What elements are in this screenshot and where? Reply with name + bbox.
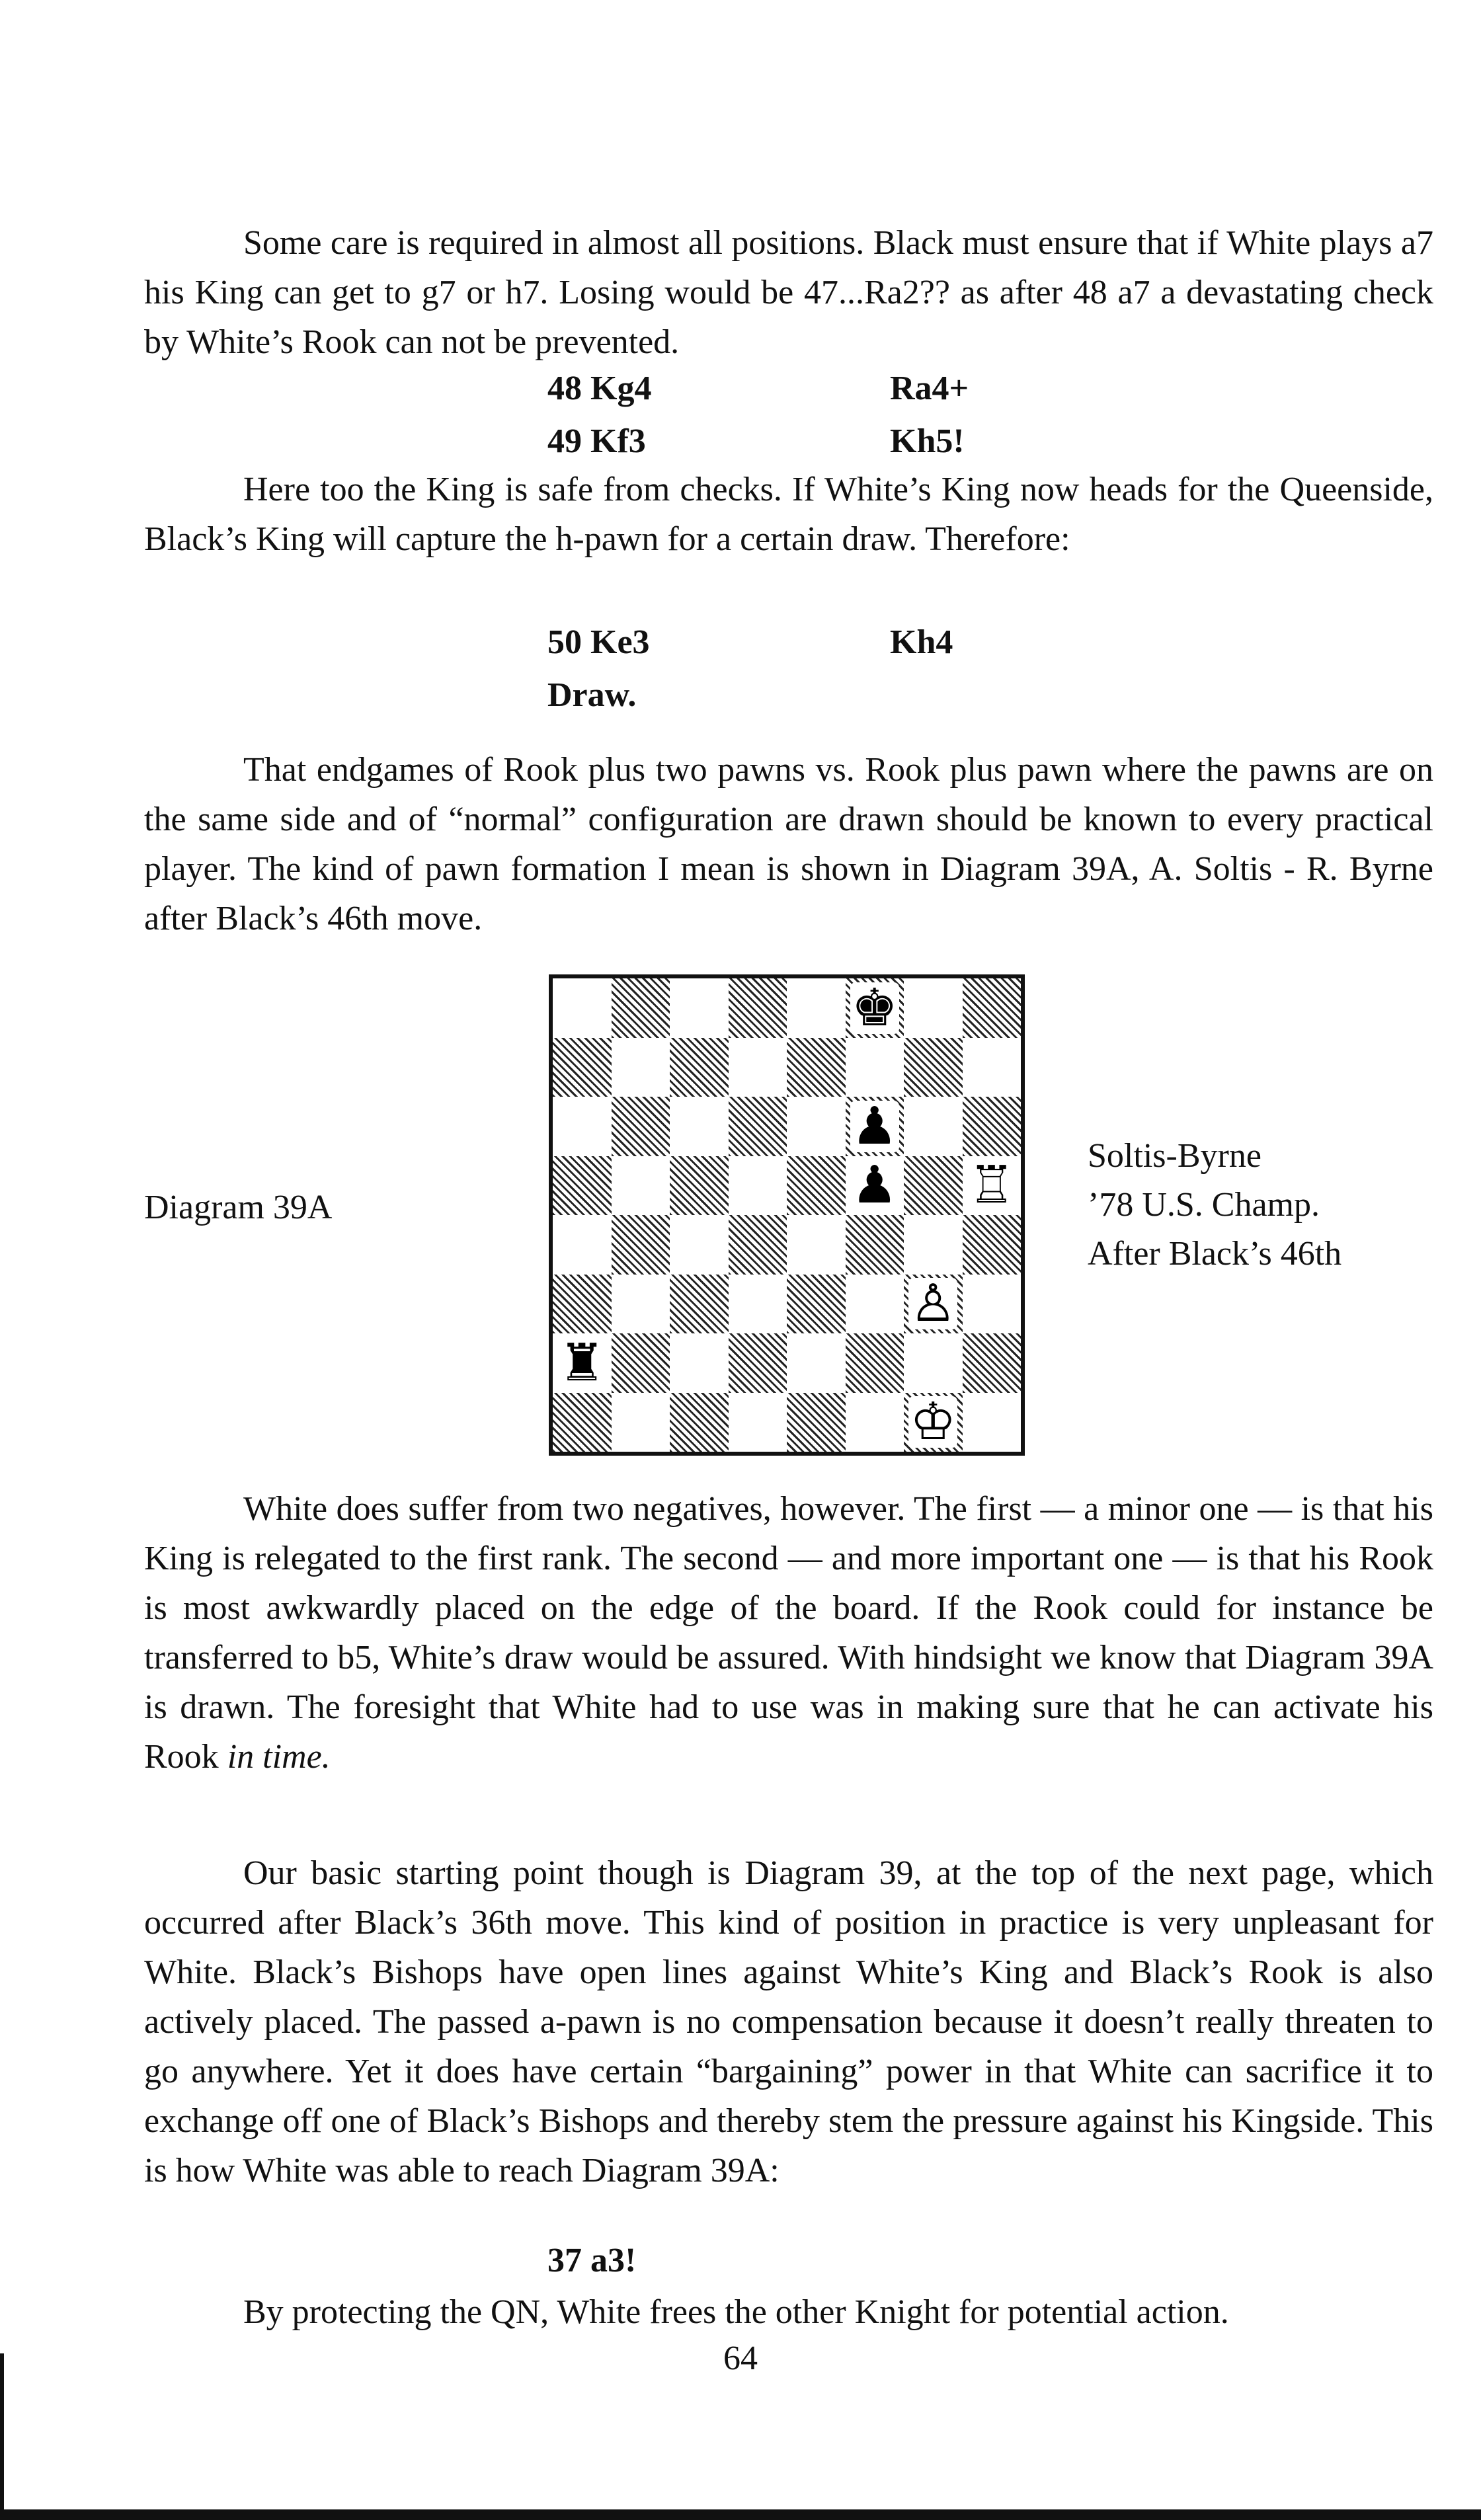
light-square xyxy=(787,1215,846,1275)
light-square xyxy=(670,1333,729,1393)
light-square xyxy=(612,1275,670,1334)
dark-square xyxy=(729,1333,787,1393)
black-pawn-f6-icon xyxy=(846,1097,904,1156)
light-square xyxy=(729,1156,787,1216)
scan-edge-bottom xyxy=(0,2509,1481,2520)
paragraph-4-block xyxy=(144,1484,1433,1782)
light-square xyxy=(963,1038,1021,1097)
piece-glyph: ♟ xyxy=(851,1156,898,1216)
paragraph-4-italic: in time. xyxy=(227,1738,331,1776)
move-row xyxy=(547,415,1209,468)
black-move: Kh5! xyxy=(890,422,965,460)
dark-square xyxy=(553,1393,612,1452)
paragraph-4-text: White does suffer from two negatives, however. The first — a minor one — is that his King is relegated to the first rank. The second — and more important one — is that his Rook is most awkwardly placed on the edge of the board. If the Rook could for instance be transferred to b5, White’s draw would be assured. With hindsight we know that Diagram 39A is drawn. The foresight that White had to use was in making sure that he can activate his Rook xyxy=(144,1490,1433,1776)
dark-square xyxy=(612,978,670,1038)
light-square xyxy=(963,1393,1021,1452)
piece-glyph: ♔ xyxy=(910,1392,957,1452)
light-square xyxy=(904,978,963,1038)
chess-board-grid xyxy=(553,978,1021,1452)
move-list-2 xyxy=(547,616,1209,722)
white-rook-h5-icon xyxy=(963,1156,1021,1216)
paragraph-5: Our basic starting point though is Diagram 39, at the top of the next page, which occurred after Black’s 36th move. This kind of position in practice is very unpleasant for White. Black’s Bishops have open lines against White’s King and Black’s Rook is also actively placed. The passed a-pawn is no compensation because it doesn’t really threaten to go anywhere. Yet it does have certain “bargaining” power in that White can sacrifice it to exchange off one of Black’s Bishops and thereby stem the pressure against his Kingside. This is how White was able to reach Diagram 39A: xyxy=(144,1854,1433,2189)
black-king-icon xyxy=(846,978,904,1038)
paragraph-3-block xyxy=(144,745,1433,943)
dark-square xyxy=(553,1038,612,1097)
paragraph-4 xyxy=(144,1484,1433,1782)
light-square xyxy=(729,1275,787,1334)
caption-line: After Black’s 46th xyxy=(1088,1235,1342,1273)
white-move: 50 Ke3 xyxy=(547,623,650,661)
light-square xyxy=(787,1333,846,1393)
paragraph-2: Here too the King is safe from checks. If White’s King now heads for the Queenside, Black’s King will capture the h-pawn for a certain draw. Therefore: xyxy=(144,471,1433,558)
paragraph-2-block xyxy=(144,465,1433,564)
dark-square xyxy=(612,1333,670,1393)
piece-glyph: ♜ xyxy=(559,1333,606,1393)
move-row xyxy=(547,362,1209,415)
dark-square xyxy=(612,1097,670,1156)
white-pawn-g3-icon xyxy=(904,1275,963,1334)
dark-square xyxy=(670,1393,729,1452)
white-move: 49 Kf3 xyxy=(547,422,646,460)
dark-square xyxy=(787,1156,846,1216)
dark-square xyxy=(612,1215,670,1275)
light-square xyxy=(612,1156,670,1216)
result-text: Draw. xyxy=(547,676,637,714)
dark-square xyxy=(787,1038,846,1097)
piece-glyph: ♚ xyxy=(851,978,898,1038)
light-square xyxy=(963,1275,1021,1334)
dark-square xyxy=(553,1156,612,1216)
paragraph-6: By protecting the QN, White frees the other Knight for potential action. xyxy=(243,2293,1229,2331)
black-move: Kh4 xyxy=(890,623,953,661)
dark-square xyxy=(846,1215,904,1275)
paragraph-1-block xyxy=(144,218,1433,367)
dark-square xyxy=(963,1333,1021,1393)
light-square xyxy=(670,978,729,1038)
dark-square xyxy=(729,978,787,1038)
dark-square xyxy=(846,1333,904,1393)
light-square xyxy=(904,1215,963,1275)
caption-line: Soltis-Byrne xyxy=(1088,1137,1261,1175)
paragraph-1: Some care is required in almost all positions. Black must ensure that if White plays a7 his King can get to g7 or h7. Losing would be 47...Ra2?? as after 48 a7 a devastating check by White’s Rook can not be prevented. xyxy=(144,224,1433,361)
light-square xyxy=(729,1393,787,1452)
light-square xyxy=(846,1393,904,1452)
dark-square xyxy=(670,1038,729,1097)
black-rook-a2-icon xyxy=(553,1333,612,1393)
white-move: 48 Kg4 xyxy=(547,370,652,407)
scan-edge-left xyxy=(0,2353,4,2520)
light-square xyxy=(553,1097,612,1156)
move-list-1 xyxy=(547,362,1209,468)
light-square xyxy=(670,1097,729,1156)
paragraph-3: That endgames of Rook plus two pawns vs. Rook plus pawn where the pawns are on the same side and of “normal” configuration are drawn should be known to every practical player. The kind of pawn formation I mean is shown in Diagram 39A, A. Soltis - R. Byrne after Black’s 46th move. xyxy=(144,751,1433,937)
light-square xyxy=(729,1038,787,1097)
chess-diagram xyxy=(549,974,1025,1456)
move-row xyxy=(547,669,1209,722)
dark-square xyxy=(787,1393,846,1452)
light-square xyxy=(553,978,612,1038)
light-square xyxy=(904,1333,963,1393)
paragraph-5-block xyxy=(144,1848,1433,2195)
piece-glyph: ♖ xyxy=(968,1156,1015,1216)
dark-square xyxy=(904,1038,963,1097)
dark-square xyxy=(963,978,1021,1038)
dark-square xyxy=(963,1215,1021,1275)
black-move: Ra4+ xyxy=(890,370,969,407)
light-square xyxy=(553,1215,612,1275)
move-row xyxy=(547,616,1209,669)
light-square xyxy=(612,1393,670,1452)
dark-square xyxy=(963,1097,1021,1156)
light-square xyxy=(787,1097,846,1156)
diagram-label: Diagram 39A xyxy=(144,1189,333,1226)
move-row xyxy=(547,2234,1209,2287)
move-list-3 xyxy=(547,2234,1209,2287)
paragraph-6-block xyxy=(144,2287,1433,2337)
white-king-icon xyxy=(904,1393,963,1452)
dark-square xyxy=(670,1275,729,1334)
white-move: 37 a3! xyxy=(547,2242,637,2279)
dark-square xyxy=(787,1275,846,1334)
light-square xyxy=(787,978,846,1038)
dark-square xyxy=(553,1275,612,1334)
dark-square xyxy=(670,1156,729,1216)
piece-glyph: ♟ xyxy=(851,1096,898,1156)
light-square xyxy=(904,1097,963,1156)
light-square xyxy=(670,1215,729,1275)
page-number: 64 xyxy=(723,2340,758,2377)
caption-line: ’78 U.S. Champ. xyxy=(1088,1186,1320,1224)
light-square xyxy=(612,1038,670,1097)
dark-square xyxy=(729,1215,787,1275)
black-pawn-g5-icon xyxy=(846,1156,904,1216)
dark-square xyxy=(729,1097,787,1156)
dark-square xyxy=(904,1156,963,1216)
light-square xyxy=(846,1038,904,1097)
diagram-caption xyxy=(1088,1132,1341,1279)
piece-glyph: ♙ xyxy=(910,1274,957,1334)
light-square xyxy=(846,1275,904,1334)
